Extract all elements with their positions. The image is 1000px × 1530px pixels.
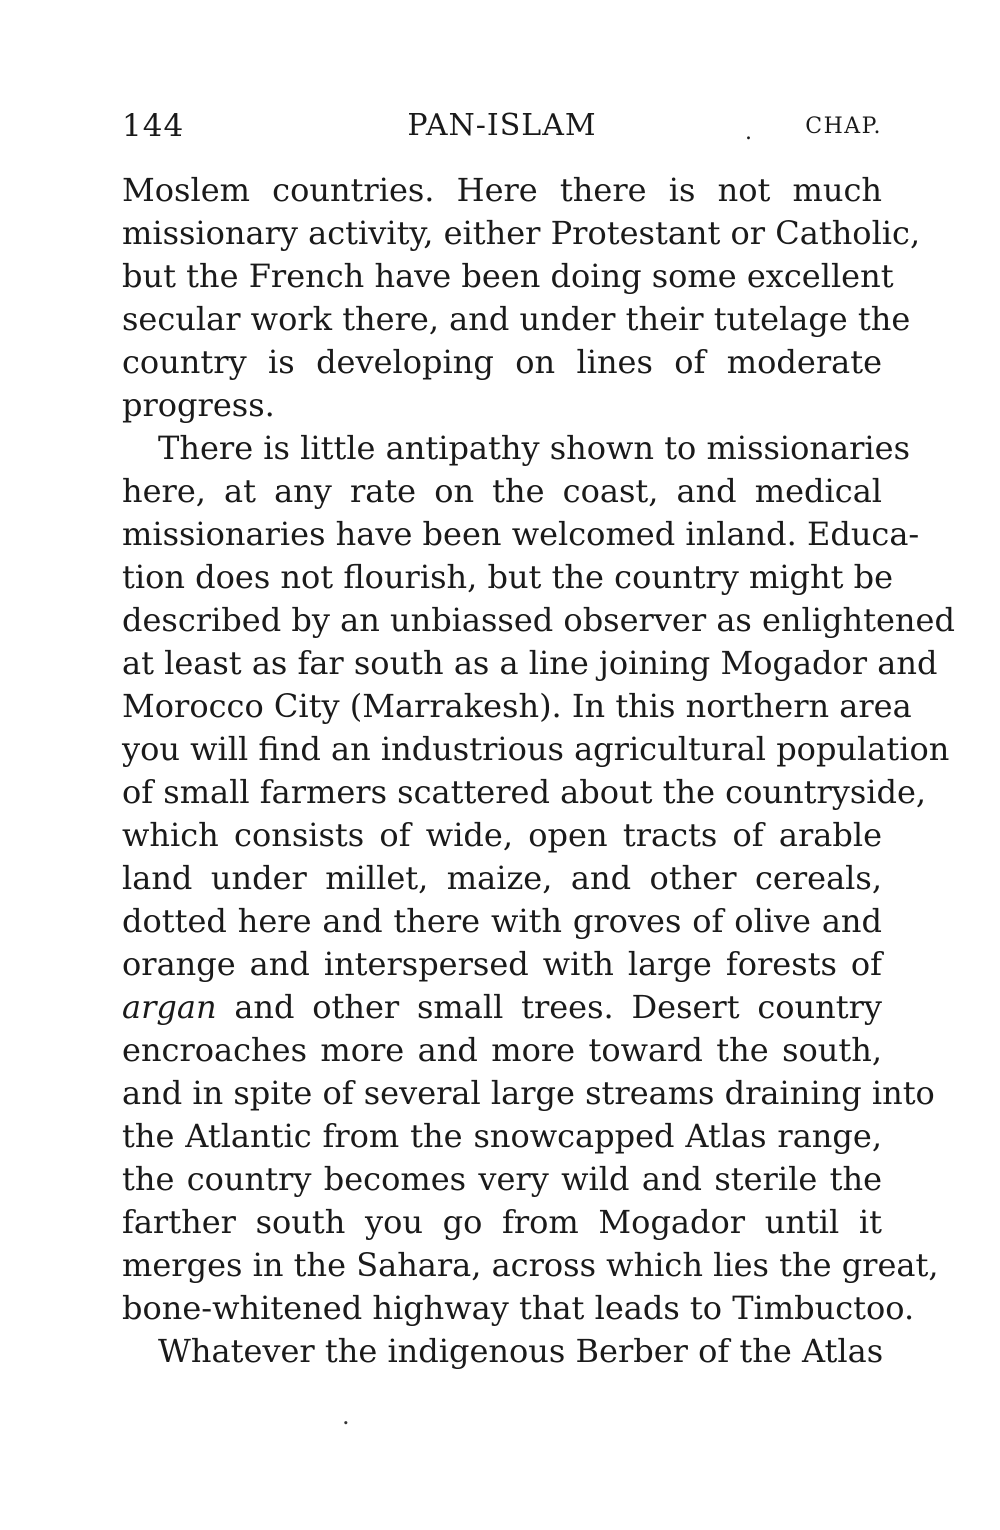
text-line: Whatever the indigenous Berber of the Atlas: [158, 1332, 884, 1370]
paragraph-2: [122, 427, 955, 1330]
italic-word: argan: [122, 988, 217, 1026]
text-line: secular work there, and under their tutelage the: [122, 300, 911, 338]
text-line: described by an unbiassed observer as enlightened: [122, 601, 955, 639]
text-line: progress.: [122, 386, 275, 424]
text-line: land under millet, maize, and other cereals,: [122, 859, 882, 897]
text-line: at least as far south as a line joining Mogador and: [122, 644, 938, 682]
text-line: dotted here and there with groves of olive and: [122, 902, 882, 940]
body-text: [122, 169, 955, 1373]
text-line: farther south you go from Mogador until it: [122, 1203, 882, 1241]
text-line: country is developing on lines of moderate: [122, 343, 882, 381]
text-line-with-italic: [122, 986, 882, 1029]
paragraph-3: [122, 1330, 882, 1373]
text-line: the country becomes very wild and sterile the: [122, 1160, 882, 1198]
text-line: of small farmers scattered about the countryside,: [122, 773, 927, 811]
line-rest: and other small trees. Desert country: [216, 988, 882, 1026]
text-line: missionaries have been welcomed inland. Educa-: [122, 515, 920, 553]
text-line: merges in the Sahara, across which lies the great,: [122, 1246, 939, 1284]
text-line: which consists of wide, open tracts of arable: [122, 816, 882, 854]
stray-mark: .: [342, 1402, 350, 1430]
text-line: missionary activity, either Protestant or Catholic,: [122, 214, 921, 252]
text-line: tion does not flourish, but the country might be: [122, 558, 894, 596]
text-line: the Atlantic from the snowcapped Atlas range,: [122, 1117, 882, 1155]
text-line: Morocco City (Marrakesh). In this northern area: [122, 687, 912, 725]
text-line: orange and interspersed with large forests of: [122, 945, 882, 983]
chapter-label: CHAP.: [805, 114, 882, 139]
page-header: [122, 108, 882, 158]
text-line: There is little antipathy shown to missionaries: [158, 429, 910, 467]
header-separator: .: [745, 120, 752, 145]
page-number: 144: [122, 108, 185, 144]
text-line: but the French have been doing some excellent: [122, 257, 894, 295]
text-line: Moslem countries. Here there is not much: [122, 171, 882, 209]
text-line: and in spite of several large streams draining into: [122, 1074, 935, 1112]
text-line: you will find an industrious agricultural population: [122, 730, 950, 768]
text-line: here, at any rate on the coast, and medical: [122, 472, 882, 510]
paragraph-1: [122, 169, 921, 427]
running-title: PAN-ISLAM: [407, 108, 597, 143]
text-line: bone-whitened highway that leads to Timbuctoo.: [122, 1289, 915, 1327]
text-line: encroaches more and more toward the south,: [122, 1031, 882, 1069]
